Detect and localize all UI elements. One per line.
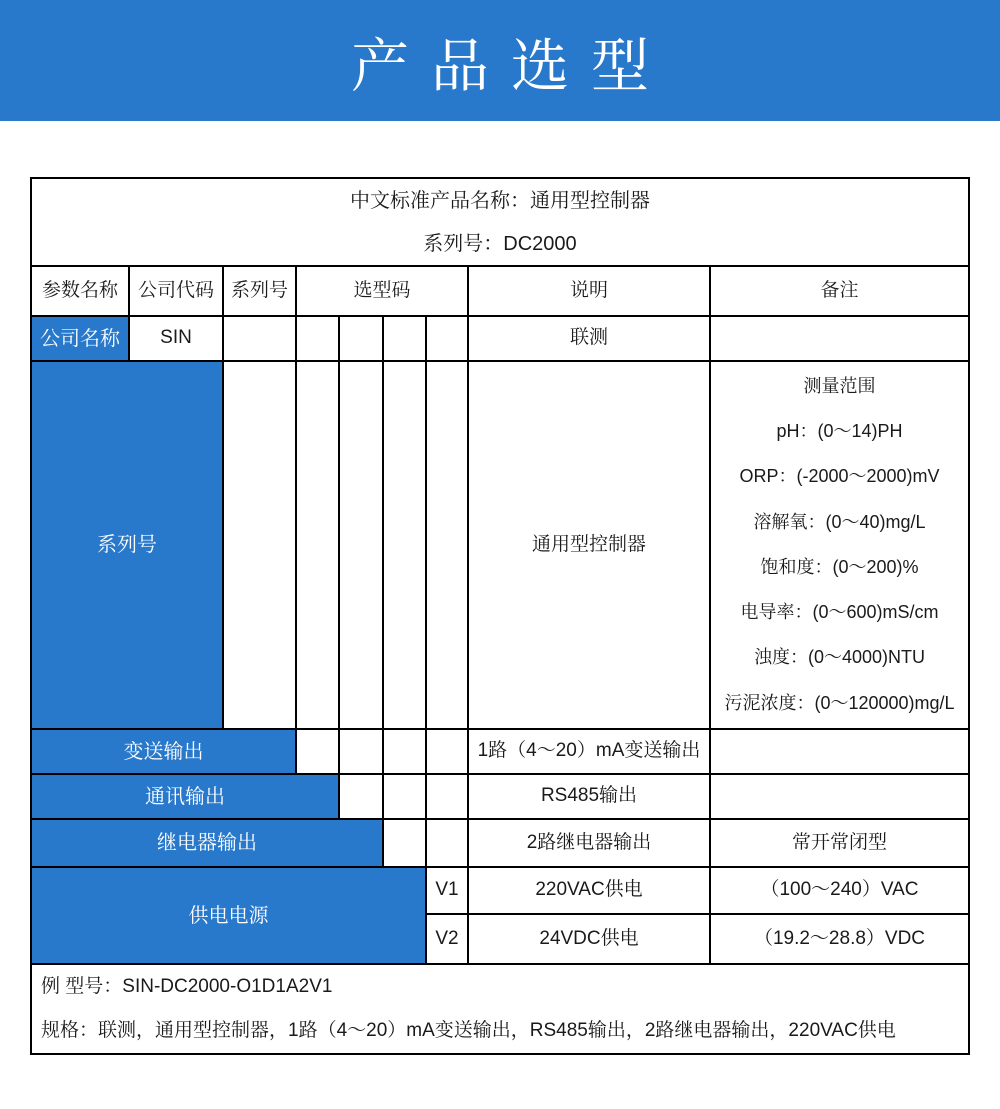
example-spec-line: 规格：联测，通用型控制器，1路（4～20）mA变送输出，RS485输出，2路继电器输出，220VAC供电 [41, 1019, 896, 1041]
empty-cell [297, 730, 338, 773]
row-company-label: 公司名称 [32, 317, 128, 360]
empty-cell [224, 317, 295, 360]
empty-cell [340, 362, 382, 728]
measure-range-turbidity: 浊度：(0～4000)NTU [753, 647, 926, 668]
power-option-code-v1: V1 [427, 868, 467, 913]
row-company-remark [711, 317, 968, 360]
header-selection-code: 选型码 [297, 267, 467, 315]
measure-range-title: 测量范围 [803, 375, 876, 396]
empty-cell [384, 362, 425, 728]
row-comm-label: 通讯输出 [32, 775, 338, 818]
measure-range-do: 溶解氧：(0～40)mg/L [753, 511, 926, 532]
header-param-name: 参数名称 [32, 267, 128, 315]
empty-cell [297, 362, 338, 728]
row-relay-remark: 常开常闭型 [711, 820, 968, 866]
header-series: 系列号 [224, 267, 295, 315]
header-company-code: 公司代码 [130, 267, 222, 315]
row-transmit-label: 变送输出 [32, 730, 295, 773]
row-comm-description: RS485输出 [469, 775, 709, 818]
row-series-measure-ranges [711, 362, 968, 728]
row-company-description: 联测 [469, 317, 709, 360]
measure-range-conductivity: 电导率：(0～600)mS/cm [740, 602, 939, 623]
empty-cell [340, 317, 382, 360]
header-description: 说明 [469, 267, 709, 315]
row-series-description: 通用型控制器 [469, 362, 709, 728]
row-comm-remark [711, 775, 968, 818]
power-option-code-v2: V2 [427, 915, 467, 963]
empty-cell [340, 730, 382, 773]
empty-cell [297, 317, 338, 360]
power-option-description-v2: 24VDC供电 [469, 915, 709, 963]
measure-range-orp: ORP：(-2000～2000)mV [739, 466, 940, 487]
example-model-line: 例 型号：SIN-DC2000-O1D1A2V1 [41, 975, 333, 997]
row-transmit-remark [711, 730, 968, 773]
example-cell [32, 965, 968, 1053]
power-option-description-v1: 220VAC供电 [469, 868, 709, 913]
empty-cell [384, 775, 425, 818]
banner [0, 0, 1000, 121]
measure-range-saturation: 饱和度：(0～200)% [760, 556, 919, 577]
empty-cell [384, 730, 425, 773]
row-transmit-description: 1路（4～20）mA变送输出 [469, 730, 709, 773]
selection-table [30, 177, 970, 1055]
power-option-remark-v1: （100～240）VAC [711, 868, 968, 913]
empty-cell [427, 362, 467, 728]
row-company-code: SIN [130, 317, 222, 360]
row-series-label: 系列号 [32, 362, 222, 728]
measure-range-ph: pH：(0～14)PH [776, 421, 903, 442]
row-power-label: 供电电源 [32, 868, 425, 963]
row-relay-label: 继电器输出 [32, 820, 382, 866]
measure-range-sludge: 污泥浓度：(0～120000)mg/L [724, 692, 955, 713]
empty-cell [427, 730, 467, 773]
empty-cell [340, 775, 382, 818]
series-number-line: 系列号：DC2000 [423, 232, 577, 255]
page-title: 产品选型 [350, 33, 671, 99]
empty-cell [427, 820, 467, 866]
header-remark: 备注 [711, 267, 968, 315]
empty-cell [384, 317, 425, 360]
empty-cell [224, 362, 295, 728]
row-relay-description: 2路继电器输出 [469, 820, 709, 866]
empty-cell [384, 820, 425, 866]
empty-cell [427, 775, 467, 818]
empty-cell [427, 317, 467, 360]
table-title-cell [32, 179, 968, 265]
power-option-remark-v2: （19.2～28.8）VDC [711, 915, 968, 963]
product-name-line: 中文标准产品名称：通用型控制器 [350, 189, 650, 212]
